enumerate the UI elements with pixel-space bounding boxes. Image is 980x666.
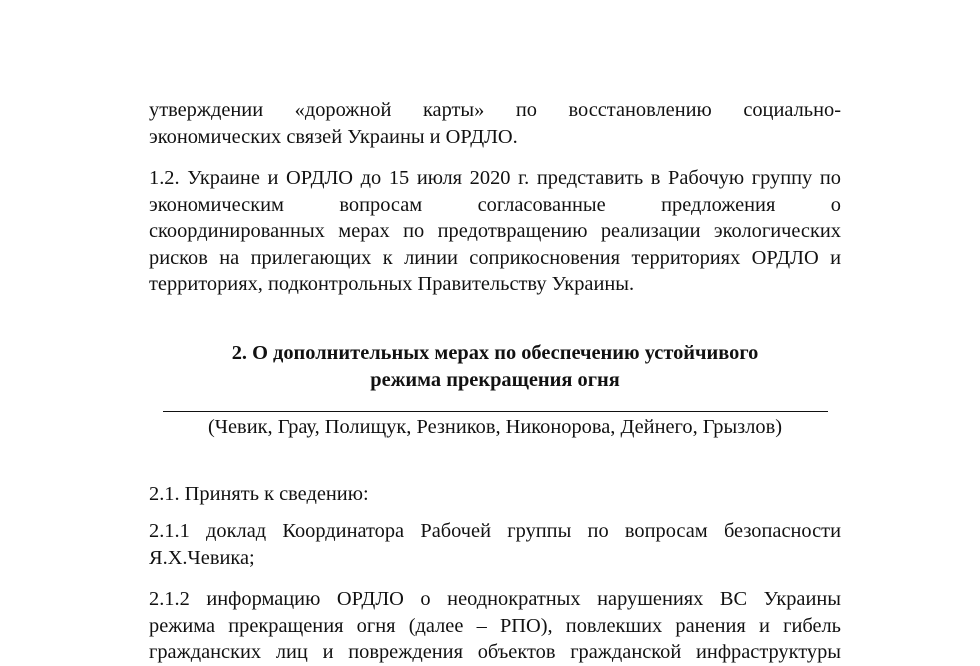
text-line: режима прекращения огня (далее – РПО), повлекших ранения и гибель [149,614,841,637]
text-line: экономическим вопросам согласованные предложения о [149,193,841,216]
text-line: скоординированных мерах по предотвращению реализации экологических [149,220,841,242]
paragraph-1-2 [149,165,841,298]
section-2-heading [149,340,841,393]
text-line: 2.1. Принять к сведению: [149,483,369,505]
heading-line: 2. О дополнительных мерах по обеспечению устойчивого [231,342,759,364]
text-line: гражданских лиц и повреждения объектов гражданской инфраструктуры [149,641,841,663]
text-line: утверждении «дорожной карты» по восстановлению социально- [149,99,841,121]
heading-underline-rule [163,411,828,412]
text-line: 2.1.2 информацию ОРДЛО о неоднократных нарушениях ВС Украины [149,588,841,610]
paragraph-roadmap-continuation [149,97,841,150]
text-line: экономических связей Украины и ОРДЛО. [149,125,518,148]
text-line: 1.2. Украине и ОРДЛО до 15 июля 2020 г. представить в Рабочую группу по [149,167,841,189]
item-2-1-2 [149,586,841,666]
item-2-1 [149,481,841,508]
text-line: Я.Х.Чевика; [149,546,255,569]
text-line: рисков на прилегающих к линии соприкосновения территориях ОРДЛО и [149,246,841,269]
heading-line: режима прекращения огня [370,368,620,391]
item-2-1-1 [149,518,841,571]
text-line: 2.1.1 доклад Координатора Рабочей группы по вопросам безопасности [149,520,841,542]
speakers-list: (Чевик, Грау, Полищук, Резников, Никонорова, Дейнего, Грызлов) [207,416,783,438]
text-line: территориях, подконтрольных Правительству Украины. [149,273,635,295]
